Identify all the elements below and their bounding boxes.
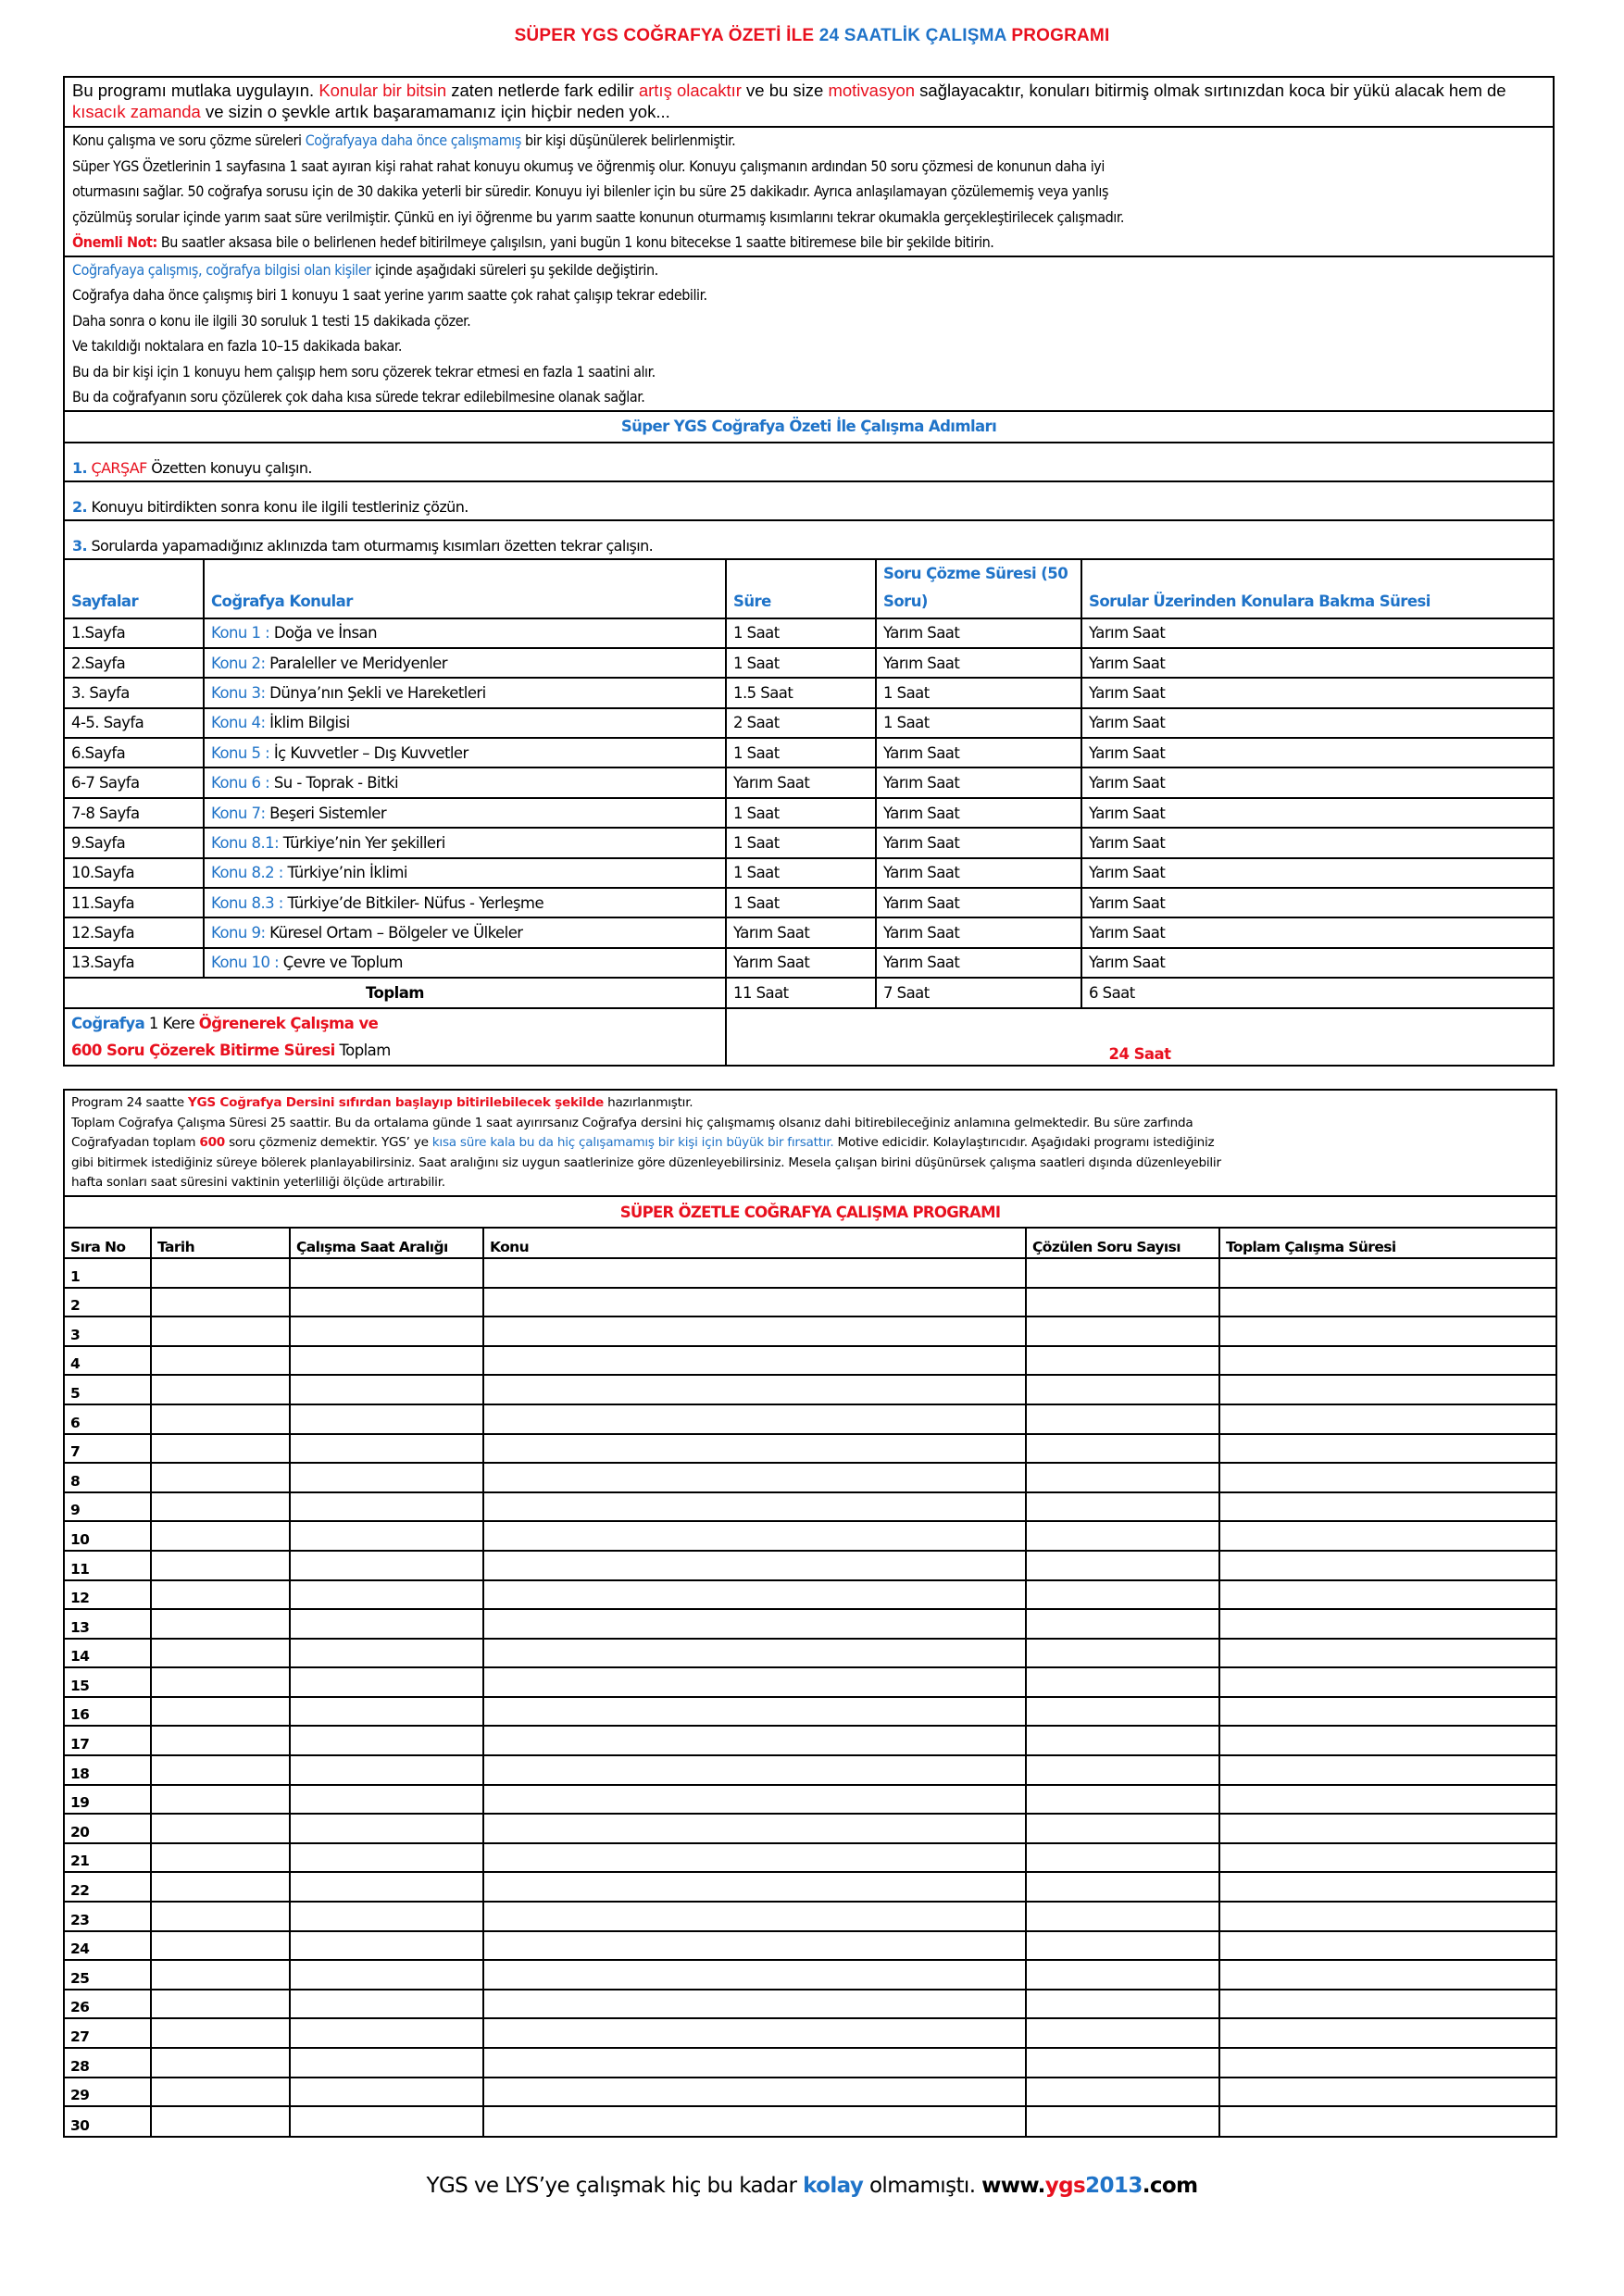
date-cell[interactable] <box>151 1375 290 1404</box>
table-row: 12.Sayfa Konu 9: Küresel Ortam – Bölgeler ve Ülkeler Yarım Saat Yarım Saat Yarım Saat <box>65 917 1553 947</box>
order-no-cell: 3 <box>65 1316 151 1346</box>
page-title <box>0 26 1624 46</box>
header-pages: Sayfalar <box>65 560 204 618</box>
header-question-time: Soru Çözme Süresi (50 Soru) <box>876 560 1081 618</box>
table-row <box>65 1258 1555 1288</box>
solved-count-cell[interactable] <box>1026 1931 1219 1961</box>
time-range-cell[interactable] <box>290 1902 483 1931</box>
time-range-cell[interactable] <box>290 1990 483 2019</box>
steps-heading: Süper YGS Coğrafya Özeti İle Çalışma Adımları <box>65 412 1553 443</box>
step-2: 2. Konuyu bitirdikten sonra konu ile ilgili testleriniz çözün. <box>65 482 1553 521</box>
topic-cell[interactable] <box>483 2018 1026 2048</box>
date-cell[interactable] <box>151 1463 290 1492</box>
duration-explanation: Konu çalışma ve soru çözme süreleri Coğrafyaya daha önce çalışmamış bir kişi düşünülerek belirlenmiştir. Süper YGS Özetlerinin 1 sayfasına 1 saat ayıran kişi rahat rahat konuyu okumuş ve öğrenmiş olur. Konuyu çalışmanın ardından 50 soru çözmesi de konunun daha iyi oturmasını sağlar. 50 coğrafya sorusu için de 30 dakika yeterli bir süredir. Konuyu iyi bilenler için bu süre 25 dakikadır. Ayrıca anlaşılamayan çözülememiş veya yanlış çözülmüş sorular içinde yarım saat süre verilmiştir. Çünkü en iyi öğrenme bu yarım saatte konunun oturmamış kısımlarını tekrar okumakla gerçekleştirilecek çalışmadır. Önemli Not: Bu saatler aksasa bile o belirlenen hedef bitirilmeye çalışılsın, yani bugün 1 konu bitecekse 1 saatte bitiremese bile bir şekilde bitirin. <box>65 128 1553 257</box>
header-order-no: Sıra No <box>65 1229 151 1258</box>
total-row <box>65 978 1553 1007</box>
time-range-cell[interactable] <box>290 1580 483 1610</box>
order-no-cell: 8 <box>65 1463 151 1492</box>
program-description: Program 24 saatte YGS Coğrafya Dersini sıfırdan başlayıp bitirilebilecek şekilde hazırlanmıştır. Toplam Coğrafya Çalışma Süresi 25 saattir. Bu da ortalama günde 1 saat ayırırsanız Coğrafya dersini hiç çalışmamış olsanız dahi bitirebileceğiniz anlamına gelmektedir. Bu süre zarfında Coğrafyadan toplam 600 soru çözmeniz demektir. YGS’ ye kısa süre kala bu da hiç çalışamamış bir kişi için büyük bir fırsattır. Motive edicidir. Kolaylaştırıcıdır. Aşağıdaki programı istediğiniz gibi bitirmek istediğiniz süreye bölerek planlayabilirsiniz. Saat aralığını siz uygun saatlerinize göre düzenleyebilirsiniz. Mesela çalışan birini düşünürsek çalışma saatleri dışında düzenleyebilir hafta sonları saat süresini vaktinin yeterliliği ölçüde artırabilir. <box>65 1091 1555 1197</box>
topic-cell[interactable] <box>483 2078 1026 2107</box>
total-time-cell[interactable] <box>1219 1667 1555 1697</box>
total-time-cell[interactable] <box>1219 1316 1555 1346</box>
solved-count-cell[interactable] <box>1026 1843 1219 1873</box>
topic-cell[interactable] <box>483 1316 1026 1346</box>
total-time-cell[interactable] <box>1219 1697 1555 1727</box>
header-topics: Coğrafya Konular <box>204 560 726 618</box>
table-row: 10.Sayfa Konu 8.2 : Türkiye’nin İklimi 1 Saat Yarım Saat Yarım Saat <box>65 858 1553 888</box>
table-row <box>65 1755 1555 1785</box>
total-time-cell[interactable] <box>1219 1434 1555 1464</box>
order-no-cell: 10 <box>65 1521 151 1551</box>
topic-cell[interactable] <box>483 2048 1026 2078</box>
order-no-cell: 5 <box>65 1375 151 1404</box>
solved-count-cell[interactable] <box>1026 1639 1219 1668</box>
total-time-cell[interactable] <box>1219 2018 1555 2048</box>
solved-count-cell[interactable] <box>1026 1434 1219 1464</box>
header-review-time: Sorular Üzerinden Konulara Bakma Süresi <box>1081 560 1553 618</box>
time-range-cell[interactable] <box>290 1551 483 1580</box>
time-range-cell[interactable] <box>290 1258 483 1288</box>
plan-rows <box>65 1258 1555 2136</box>
order-no-cell: 28 <box>65 2048 151 2078</box>
topic-cell[interactable] <box>483 1814 1026 1843</box>
solved-count-cell[interactable] <box>1026 1375 1219 1404</box>
table-row <box>65 1931 1555 1961</box>
topic-cell[interactable] <box>483 1346 1026 1376</box>
study-guide-section <box>63 76 1555 1067</box>
plan-header-row <box>65 1229 1555 1258</box>
date-cell[interactable] <box>151 1990 290 2019</box>
study-program-section <box>63 1089 1557 2138</box>
title-part-1: SÜPER YGS COĞRAFYA ÖZETİ İLE <box>514 26 819 45</box>
table-row <box>65 1434 1555 1464</box>
topic-cell[interactable] <box>483 1667 1026 1697</box>
table-row: 6-7 Sayfa Konu 6 : Su - Toprak - Bitki Yarım Saat Yarım Saat Yarım Saat <box>65 767 1553 797</box>
table-row <box>65 1492 1555 1522</box>
date-cell[interactable] <box>151 1785 290 1815</box>
order-no-cell: 19 <box>65 1785 151 1815</box>
solved-count-cell[interactable] <box>1026 1404 1219 1434</box>
total-time-cell[interactable] <box>1219 1492 1555 1522</box>
table-row <box>65 1843 1555 1873</box>
topic-cell[interactable] <box>483 1521 1026 1551</box>
time-range-cell[interactable] <box>290 1814 483 1843</box>
order-no-cell: 23 <box>65 1902 151 1931</box>
table-row: 4-5. Sayfa Konu 4: İklim Bilgisi 2 Saat 1 Saat Yarım Saat <box>65 708 1553 738</box>
total-time-cell[interactable] <box>1219 1375 1555 1404</box>
total-time-cell[interactable] <box>1219 1346 1555 1376</box>
total-time-cell[interactable] <box>1219 1931 1555 1961</box>
topics-table <box>65 560 1553 1067</box>
table-row: 1.Sayfa Konu 1 : Doğa ve İnsan 1 Saat Yarım Saat Yarım Saat <box>65 618 1553 648</box>
solved-count-cell[interactable] <box>1026 2018 1219 2048</box>
table-row: 9.Sayfa Konu 8.1: Türkiye’nin Yer şekilleri 1 Saat Yarım Saat Yarım Saat <box>65 828 1553 857</box>
date-cell[interactable] <box>151 1551 290 1580</box>
topic-cell[interactable] <box>483 1755 1026 1785</box>
time-range-cell[interactable] <box>290 1404 483 1434</box>
time-range-cell[interactable] <box>290 1667 483 1697</box>
total-time-cell[interactable] <box>1219 1463 1555 1492</box>
time-range-cell[interactable] <box>290 2018 483 2048</box>
topic-cell[interactable] <box>483 1872 1026 1902</box>
table-row <box>65 1580 1555 1610</box>
table-row: 7-8 Sayfa Konu 7: Beşeri Sistemler 1 Saat Yarım Saat Yarım Saat <box>65 798 1553 828</box>
total-time-cell[interactable] <box>1219 1726 1555 1755</box>
total-time-cell[interactable] <box>1219 1755 1555 1785</box>
solved-count-cell[interactable] <box>1026 1960 1219 1990</box>
total-time-cell[interactable] <box>1219 1521 1555 1551</box>
date-cell[interactable] <box>151 1404 290 1434</box>
order-no-cell: 1 <box>65 1258 151 1288</box>
order-no-cell: 9 <box>65 1492 151 1522</box>
header-total-time: Toplam Çalışma Süresi <box>1219 1229 1555 1258</box>
date-cell[interactable] <box>151 1288 290 1317</box>
program-title: SÜPER ÖZETLE COĞRAFYA ÇALIŞMA PROGRAMI <box>65 1197 1555 1229</box>
date-cell[interactable] <box>151 2018 290 2048</box>
order-no-cell: 18 <box>65 1755 151 1785</box>
order-no-cell: 15 <box>65 1667 151 1697</box>
solved-count-cell[interactable] <box>1026 1726 1219 1755</box>
table-row <box>65 2106 1555 2136</box>
website-link[interactable]: www.ygs2013.com <box>981 2174 1198 2198</box>
time-range-cell[interactable] <box>290 2078 483 2107</box>
solved-count-cell[interactable] <box>1026 1755 1219 1785</box>
title-part-2: 24 SAATLİK ÇALIŞMA <box>818 26 1006 45</box>
topic-cell[interactable] <box>483 1931 1026 1961</box>
topic-cell[interactable] <box>483 1785 1026 1815</box>
time-range-cell[interactable] <box>290 1434 483 1464</box>
time-range-cell[interactable] <box>290 1726 483 1755</box>
solved-count-cell[interactable] <box>1026 1697 1219 1727</box>
time-range-cell[interactable] <box>290 1346 483 1376</box>
total-time-cell[interactable] <box>1219 1960 1555 1990</box>
time-range-cell[interactable] <box>290 1697 483 1727</box>
title-part-3: PROGRAMI <box>1006 26 1110 45</box>
grand-total-value: 24 Saat <box>726 1008 1553 1066</box>
study-plan-table <box>65 1229 1555 2136</box>
order-no-cell: 12 <box>65 1580 151 1610</box>
date-cell[interactable] <box>151 1726 290 1755</box>
date-cell[interactable] <box>151 1843 290 1873</box>
grand-total-row <box>65 1008 1553 1066</box>
intro-paragraph: Bu programı mutlaka uygulayın. Konular bir bitsin zaten netlerde fark edilir artış olacaktır ve bu size motivasyon sağlayacaktır, konuları bitirmiş olmak sırtınızdan koca bir yükü alacak hem de kısacık zamanda ve sizin o şevkle artık başaramamanız için hiçbir neden yok... <box>65 78 1553 128</box>
date-cell[interactable] <box>151 1667 290 1697</box>
solved-count-cell[interactable] <box>1026 1872 1219 1902</box>
solved-count-cell[interactable] <box>1026 1785 1219 1815</box>
order-no-cell: 14 <box>65 1639 151 1668</box>
table-row <box>65 1872 1555 1902</box>
time-range-cell[interactable] <box>290 2106 483 2136</box>
header-topic: Konu <box>483 1229 1026 1258</box>
table-row <box>65 1667 1555 1697</box>
table-row <box>65 1902 1555 1931</box>
order-no-cell: 16 <box>65 1697 151 1727</box>
time-range-cell[interactable] <box>290 1609 483 1639</box>
solved-count-cell[interactable] <box>1026 1258 1219 1288</box>
order-no-cell: 11 <box>65 1551 151 1580</box>
topic-cell[interactable] <box>483 1258 1026 1288</box>
total-duration: 11 Saat <box>726 978 876 1007</box>
date-cell[interactable] <box>151 2106 290 2136</box>
table-row <box>65 1609 1555 1639</box>
total-time-cell[interactable] <box>1219 1288 1555 1317</box>
experienced-learners-note: Coğrafyaya çalışmış, coğrafya bilgisi olan kişiler içinde aşağıdaki süreleri şu şekilde değiştirin. Coğrafya daha önce çalışmış biri 1 konuyu 1 saat yerine yarım saatte çok rahat çalışıp tekrar edebilir. Daha sonra o konu ile ilgili 30 soruluk 1 testi 15 dakikada çözer. Ve takıldığı noktalara en fazla 10–15 dakikada bakar. Bu da bir kişi için 1 konuyu hem çalışıp hem soru çözerek tekrar etmesi en fazla 1 saatini alır. Bu da coğrafyanın soru çözülerek çok daha kısa sürede tekrar edilebilmesine olanak sağlar. <box>65 257 1553 412</box>
footer-slogan: YGS ve LYS’ye çalışmak hiç bu kadar kolay olmamıştı. www.ygs2013.com <box>426 2174 1198 2198</box>
table-row <box>65 1404 1555 1434</box>
table-row <box>65 1521 1555 1551</box>
table-row: 13.Sayfa Konu 10 : Çevre ve Toplum Yarım Saat Yarım Saat Yarım Saat <box>65 948 1553 978</box>
header-solved-count: Çözülen Soru Sayısı <box>1026 1229 1219 1258</box>
table-row <box>65 1697 1555 1727</box>
topic-cell[interactable] <box>483 2106 1026 2136</box>
table-row <box>65 1551 1555 1580</box>
order-no-cell: 2 <box>65 1288 151 1317</box>
solved-count-cell[interactable] <box>1026 1580 1219 1610</box>
total-time-cell[interactable] <box>1219 2106 1555 2136</box>
topic-cell[interactable] <box>483 1639 1026 1668</box>
table-row <box>65 2048 1555 2078</box>
total-time-cell[interactable] <box>1219 2048 1555 2078</box>
table-row <box>65 2018 1555 2048</box>
total-question-time: 7 Saat <box>876 978 1081 1007</box>
topic-cell[interactable] <box>483 1697 1026 1727</box>
time-range-cell[interactable] <box>290 1492 483 1522</box>
time-range-cell[interactable] <box>290 1639 483 1668</box>
order-no-cell: 25 <box>65 1960 151 1990</box>
date-cell[interactable] <box>151 1434 290 1464</box>
topic-cell[interactable] <box>483 1843 1026 1873</box>
header-date: Tarih <box>151 1229 290 1258</box>
solved-count-cell[interactable] <box>1026 1609 1219 1639</box>
order-no-cell: 24 <box>65 1931 151 1961</box>
order-no-cell: 26 <box>65 1990 151 2019</box>
order-no-cell: 4 <box>65 1346 151 1376</box>
grand-total-label: Coğrafya 1 Kere Öğrenerek Çalışma ve 600 Soru Çözerek Bitirme Süresi Toplam <box>65 1008 726 1066</box>
solved-count-cell[interactable] <box>1026 1346 1219 1376</box>
topic-cell[interactable] <box>483 1609 1026 1639</box>
date-cell[interactable] <box>151 1258 290 1288</box>
order-no-cell: 7 <box>65 1434 151 1464</box>
date-cell[interactable] <box>151 1346 290 1376</box>
date-cell[interactable] <box>151 1521 290 1551</box>
order-no-cell: 30 <box>65 2106 151 2136</box>
solved-count-cell[interactable] <box>1026 1492 1219 1522</box>
table-row <box>65 1639 1555 1668</box>
order-no-cell: 22 <box>65 1872 151 1902</box>
topic-cell[interactable] <box>483 1288 1026 1317</box>
total-time-cell[interactable] <box>1219 1785 1555 1815</box>
solved-count-cell[interactable] <box>1026 1463 1219 1492</box>
topic-cell[interactable] <box>483 1990 1026 2019</box>
total-time-cell[interactable] <box>1219 2078 1555 2107</box>
total-time-cell[interactable] <box>1219 1843 1555 1873</box>
date-cell[interactable] <box>151 1755 290 1785</box>
total-time-cell[interactable] <box>1219 1872 1555 1902</box>
table-row <box>65 1726 1555 1755</box>
total-review-time: 6 Saat <box>1081 978 1553 1007</box>
time-range-cell[interactable] <box>290 1755 483 1785</box>
solved-count-cell[interactable] <box>1026 1667 1219 1697</box>
topics-header-row <box>65 560 1553 618</box>
topic-cell[interactable] <box>483 1580 1026 1610</box>
table-row <box>65 1316 1555 1346</box>
solved-count-cell[interactable] <box>1026 1551 1219 1580</box>
solved-count-cell[interactable] <box>1026 1990 1219 2019</box>
important-note-label: Önemli Not: <box>72 233 157 251</box>
solved-count-cell[interactable] <box>1026 2106 1219 2136</box>
table-row: 6.Sayfa Konu 5 : İç Kuvvetler – Dış Kuvvetler 1 Saat Yarım Saat Yarım Saat <box>65 738 1553 767</box>
order-no-cell: 20 <box>65 1814 151 1843</box>
header-time-range: Çalışma Saat Aralığı <box>290 1229 483 1258</box>
order-no-cell: 27 <box>65 2018 151 2048</box>
time-range-cell[interactable] <box>290 1288 483 1317</box>
topic-cell[interactable] <box>483 1492 1026 1522</box>
time-range-cell[interactable] <box>290 1960 483 1990</box>
topic-cell[interactable] <box>483 1726 1026 1755</box>
table-row <box>65 1814 1555 1843</box>
step-1: 1. ÇARŞAF Özetten konuyu çalışın. <box>65 443 1553 482</box>
time-range-cell[interactable] <box>290 1375 483 1404</box>
date-cell[interactable] <box>151 1580 290 1610</box>
date-cell[interactable] <box>151 2078 290 2107</box>
solved-count-cell[interactable] <box>1026 1814 1219 1843</box>
topic-cell[interactable] <box>483 1902 1026 1931</box>
solved-count-cell[interactable] <box>1026 1902 1219 1931</box>
time-range-cell[interactable] <box>290 1931 483 1961</box>
header-duration: Süre <box>726 560 876 618</box>
date-cell[interactable] <box>151 1492 290 1522</box>
table-row: 3. Sayfa Konu 3: Dünya’nın Şekli ve Hareketleri 1.5 Saat 1 Saat Yarım Saat <box>65 678 1553 707</box>
total-time-cell[interactable] <box>1219 1639 1555 1668</box>
total-time-cell[interactable] <box>1219 1404 1555 1434</box>
table-row <box>65 2078 1555 2107</box>
date-cell[interactable] <box>151 2048 290 2078</box>
time-range-cell[interactable] <box>290 1521 483 1551</box>
order-no-cell: 17 <box>65 1726 151 1755</box>
solved-count-cell[interactable] <box>1026 2078 1219 2107</box>
total-time-cell[interactable] <box>1219 1258 1555 1288</box>
total-time-cell[interactable] <box>1219 1551 1555 1580</box>
total-label: Toplam <box>65 978 726 1007</box>
time-range-cell[interactable] <box>290 1872 483 1902</box>
topic-cell[interactable] <box>483 1551 1026 1580</box>
date-cell[interactable] <box>151 1931 290 1961</box>
order-no-cell: 6 <box>65 1404 151 1434</box>
step-3: 3. Sorularda yapamadığınız aklınızda tam oturmamış kısımları özetten tekrar çalışın. <box>65 521 1553 560</box>
topic-cell[interactable] <box>483 1960 1026 1990</box>
time-range-cell[interactable] <box>290 1463 483 1492</box>
total-time-cell[interactable] <box>1219 1902 1555 1931</box>
solved-count-cell[interactable] <box>1026 1288 1219 1317</box>
date-cell[interactable] <box>151 1872 290 1902</box>
topic-cell[interactable] <box>483 1463 1026 1492</box>
date-cell[interactable] <box>151 1316 290 1346</box>
date-cell[interactable] <box>151 1902 290 1931</box>
solved-count-cell[interactable] <box>1026 1316 1219 1346</box>
table-row <box>65 1990 1555 2019</box>
date-cell[interactable] <box>151 1639 290 1668</box>
table-row <box>65 1785 1555 1815</box>
date-cell[interactable] <box>151 1960 290 1990</box>
date-cell[interactable] <box>151 1814 290 1843</box>
topic-cell[interactable] <box>483 1434 1026 1464</box>
time-range-cell[interactable] <box>290 1843 483 1873</box>
table-row <box>65 1375 1555 1404</box>
table-row <box>65 1288 1555 1317</box>
time-range-cell[interactable] <box>290 1785 483 1815</box>
solved-count-cell[interactable] <box>1026 1521 1219 1551</box>
time-range-cell[interactable] <box>290 1316 483 1346</box>
table-row: 2.Sayfa Konu 2: Paraleller ve Meridyenler 1 Saat Yarım Saat Yarım Saat <box>65 648 1553 678</box>
total-time-cell[interactable] <box>1219 1580 1555 1610</box>
table-row <box>65 1960 1555 1990</box>
order-no-cell: 13 <box>65 1609 151 1639</box>
total-time-cell[interactable] <box>1219 1609 1555 1639</box>
topic-cell[interactable] <box>483 1375 1026 1404</box>
total-time-cell[interactable] <box>1219 1814 1555 1843</box>
total-time-cell[interactable] <box>1219 1990 1555 2019</box>
date-cell[interactable] <box>151 1609 290 1639</box>
order-no-cell: 21 <box>65 1843 151 1873</box>
topic-cell[interactable] <box>483 1404 1026 1434</box>
table-row <box>65 1463 1555 1492</box>
solved-count-cell[interactable] <box>1026 2048 1219 2078</box>
time-range-cell[interactable] <box>290 2048 483 2078</box>
table-row <box>65 1346 1555 1376</box>
table-row: 11.Sayfa Konu 8.3 : Türkiye’de Bitkiler- Nüfus - Yerleşme 1 Saat Yarım Saat Yarım Saat <box>65 888 1553 917</box>
date-cell[interactable] <box>151 1697 290 1727</box>
order-no-cell: 29 <box>65 2078 151 2107</box>
